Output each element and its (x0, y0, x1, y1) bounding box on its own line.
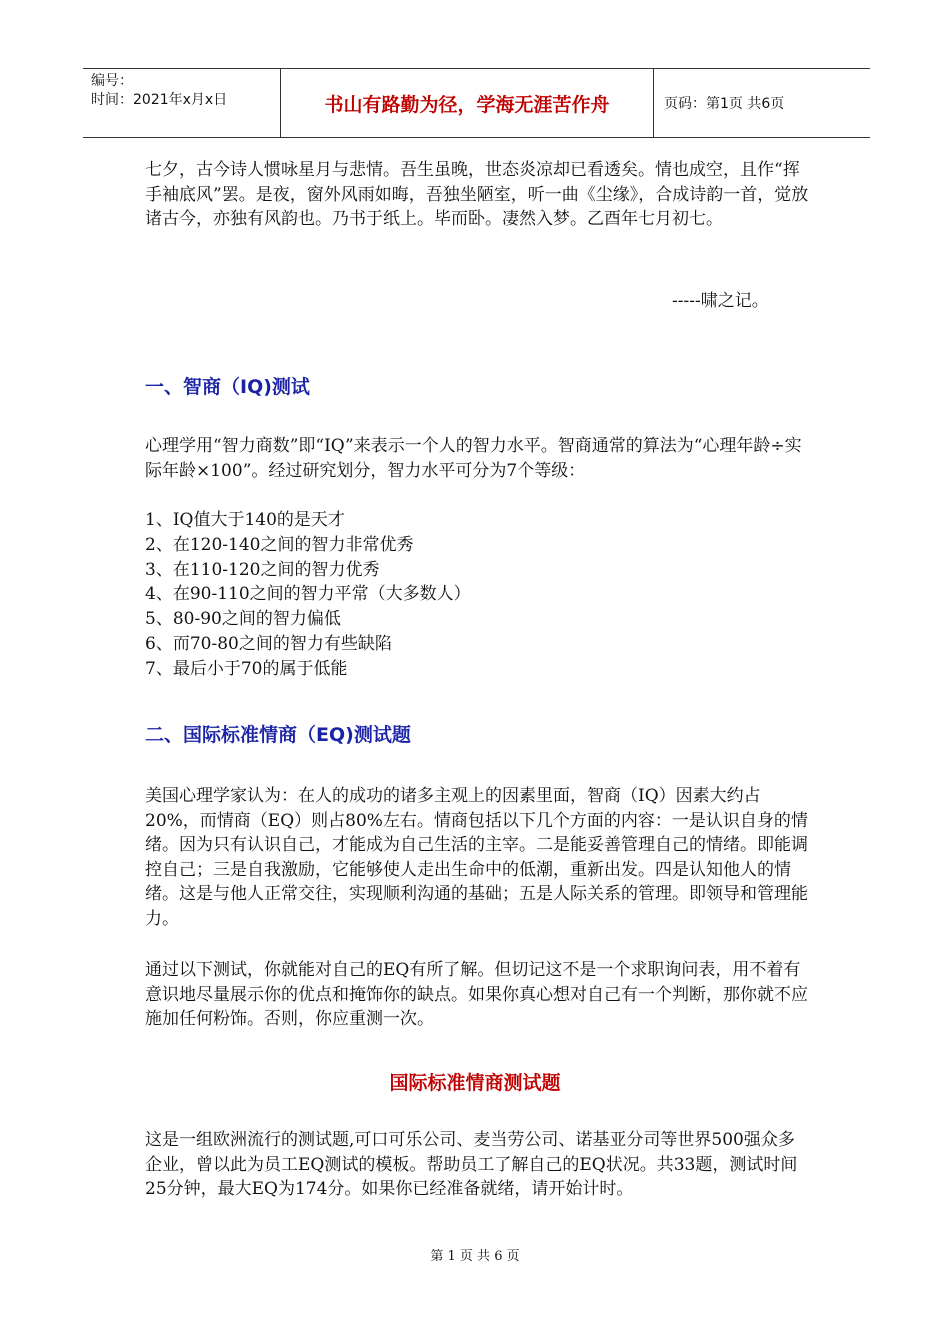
list-item: 1、IQ值大于140的是天才 (145, 510, 345, 530)
eq-paragraph-2: 通过以下测试，你就能对自己的EQ有所了解。但切记这不是一个求职询问表，用不着有意识地尽量展示你的优点和掩饰你的缺点。如果你真心想对自己有一个判断，那你就不应施加任何粉饰。否则，你应重测一次。 (145, 960, 808, 1029)
eq-note (145, 958, 810, 1032)
eq-intro (145, 784, 810, 931)
header-motto: 书山有路勤为径，学海无涯苦作舟 (281, 69, 654, 137)
list-item: 4、在90-110之间的智力平常（大多数人） (145, 584, 471, 605)
signature: -----啸之记。 (672, 291, 769, 311)
date-label: 时间：2021年x月x日 (91, 92, 228, 108)
header-meta (83, 69, 281, 137)
section1-title: 一、智商（IQ)测试 (145, 376, 310, 398)
list-item: 7、最后小于70的属于低能 (145, 658, 348, 679)
page-footer: 第 1 页 共 6 页 (430, 1249, 520, 1264)
section1-body (145, 434, 810, 483)
iq-paragraph: 心理学用“智力商数”即“IQ”来表示一个人的智力水平。智商通常的算法为“心理年龄÷实际年龄×100”。经过研究划分，智力水平可分为7个等级： (145, 436, 802, 481)
list-item: 6、而70-80之间的智力有些缺陷 (145, 633, 392, 654)
list-item: 5、80-90之间的智力偏低 (145, 609, 341, 630)
iq-levels-list (145, 508, 810, 682)
intro-block (145, 158, 810, 232)
page-header (83, 68, 870, 138)
section2-title: 二、国际标准情商（EQ)测试题 (145, 724, 411, 746)
list-item: 3、在110-120之间的智力优秀 (145, 559, 380, 580)
eq-paragraph-3: 这是一组欧洲流行的测试题,可口可乐公司、麦当劳公司、诺基亚分司等世界500强众多企业，曾以此为员工EQ测试的模板。帮助员工了解自己的EQ状况。共33题，测试时间25分钟，最大EQ为174分。如果你已经准备就绪，请开始计时。 (145, 1130, 798, 1199)
intro-paragraph: 七夕，古今诗人惯咏星月与悲情。吾生虽晚，世态炎凉却已看透矣。情也成空，且作“挥手袖底风”罢。是夜，窗外风雨如晦，吾独坐陋室，听一曲《尘缘》，合成诗韵一首，觉放诸古今，亦独有风韵也。乃书于纸上。毕而卧。凄然入梦。乙酉年七月初七。 (145, 160, 809, 229)
eq-paragraph-1: 美国心理学家认为：在人的成功的诸多主观上的因素里面，智商（IQ）因素大约占20%，而情商（EQ）则占80%左右。情商包括以下几个方面的内容：一是认识自身的情绪。因为只有认识自己，才能成为自己生活的主宰。二是能妥善管理自己的情绪。即能调控自己；三是自我激励，它能够使人走出生命中的低潮，重新出发。四是认知他人的情绪。这是与他人正常交往，实现顺利沟通的基础；五是人际关系的管理。即领导和管理能力。 (145, 786, 808, 929)
list-item: 2、在120-140之间的智力非常优秀 (145, 534, 414, 555)
number-label: 编号： (91, 73, 133, 89)
header-page-info: 页码：第1页 共6页 (664, 96, 785, 112)
eq-test-intro (145, 1128, 810, 1202)
eq-test-title: 国际标准情商测试题 (389, 1072, 561, 1094)
